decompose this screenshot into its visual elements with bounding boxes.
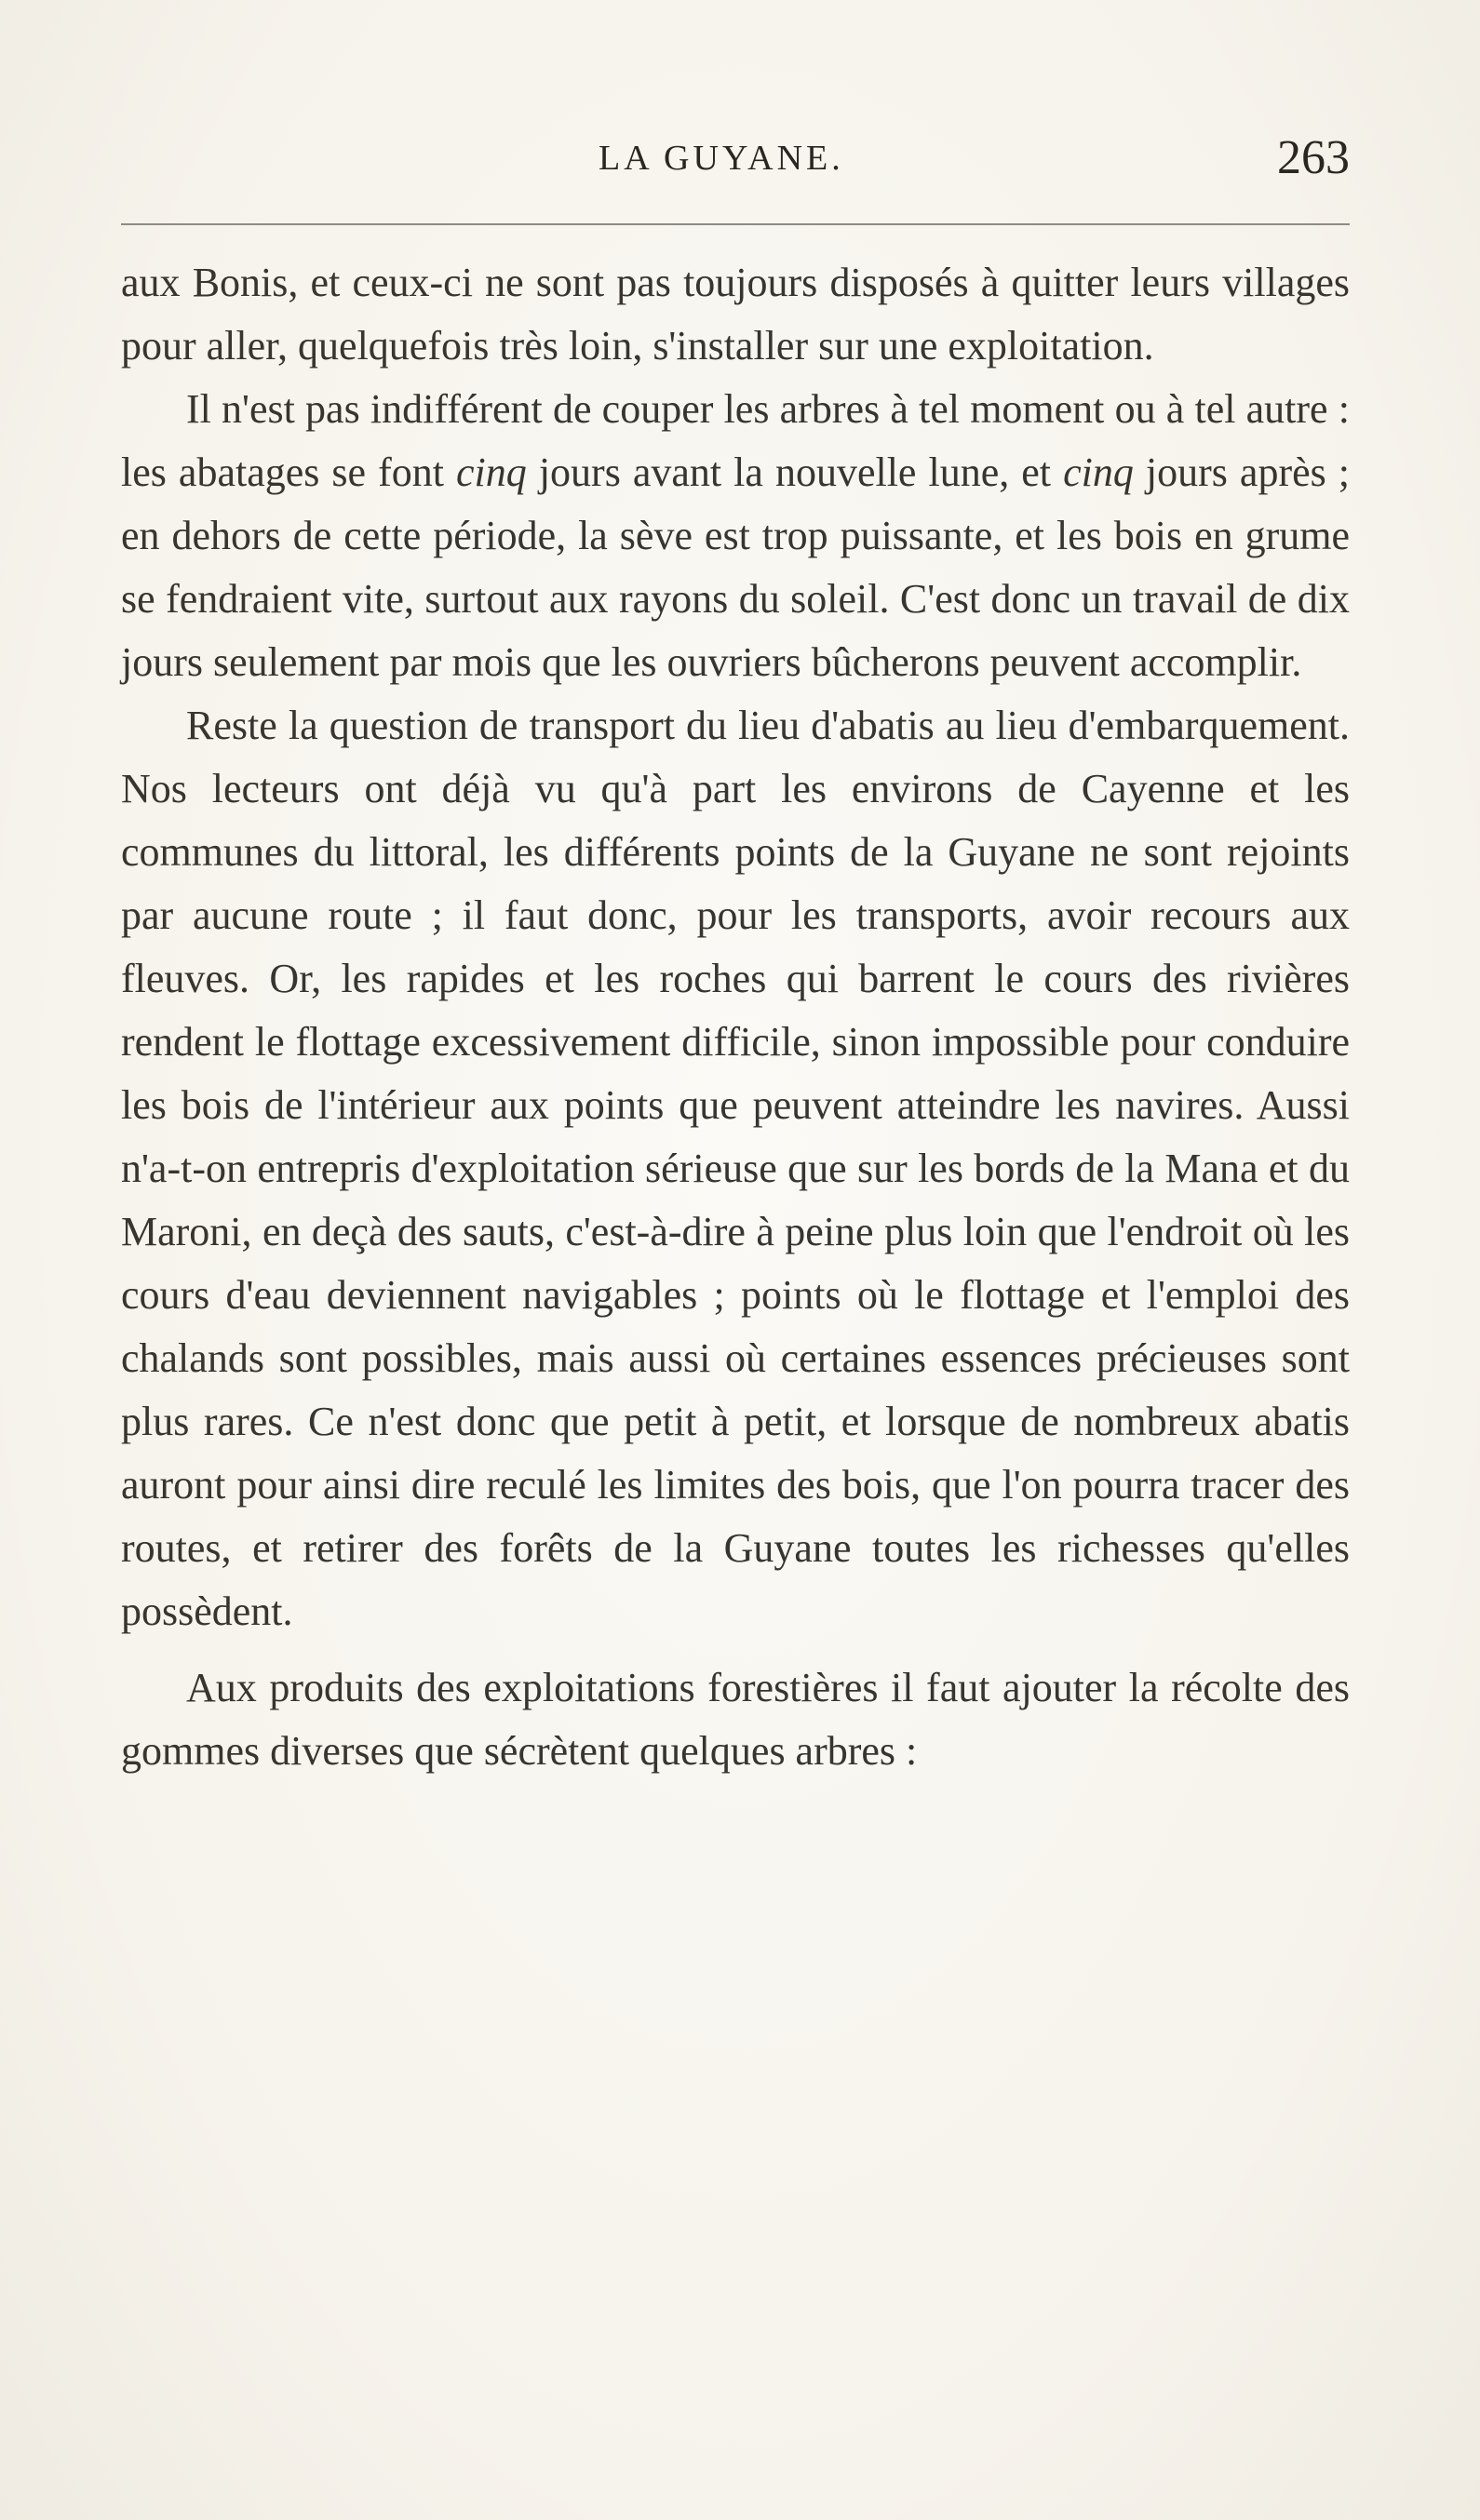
body-text	[121, 251, 1350, 1783]
paragraph-2-part-2: jours avant la nouvelle lune, et	[526, 449, 1064, 495]
page-header	[121, 131, 1350, 203]
paragraph-2-part-3: jours après ; en dehors de cette période, la sève est trop puissante, et les bois en grume se fendraient vite, surtout aux rayons du soleil. C'est donc un travail de dix jours seulement par mois que les ouvriers bûcherons peuvent accomplir.	[121, 449, 1351, 685]
paragraph-3: Reste la question de transport du lieu d'abatis au lieu d'embarquement. Nos lecteurs ont déjà vu qu'à part les environs de Cayenne et les communes du littoral, les différents points de la Guyane ne sont rejoints par aucune route ; il faut donc, pour les transports, avoir recours aux fleuves. Or, les rapides et les roches qui barrent le cours des rivières rendent le flottage excessivement difficile, sinon impossible pour conduire les bois de l'intérieur aux points que peuvent atteindre les navires. Aussi n'a-t-on entrepris d'exploitation sérieuse que sur les bords de la Mana et du Maroni, en deçà des sauts, c'est-à-dire à peine plus loin que l'endroit où les cours d'eau deviennent navigables ; points où le flottage et l'emploi des chalands sont possibles, mais aussi où certaines essences précieuses sont plus rares. Ce n'est donc que petit à petit, et lorsque de nombreux abatis auront pour ainsi dire reculé les limites des bois, que l'on pourra tracer des routes, et retirer des forêts de la Guyane toutes les richesses qu'elles possèdent.	[121, 703, 1350, 1634]
paragraph-1: aux Bonis, et ceux-ci ne sont pas toujours disposés à quitter leurs villages pour aller, quelquefois très loin, s'installer sur une exploitation.	[121, 260, 1350, 369]
paragraph-2-part-1: Il n'est pas indifférent de couper les arbres à tel moment ou à tel autre : les abatages se font	[121, 386, 1350, 495]
paragraph-2-italic-1: cinq	[456, 449, 527, 495]
header-rule	[121, 223, 1350, 225]
paragraph-4: Aux produits des exploitations forestières il faut ajouter la récolte des gommes diverses que sécrètent quelques arbres :	[121, 1665, 1350, 1774]
running-title: LA GUYANE.	[599, 139, 844, 178]
paragraph-2-italic-2: cinq	[1063, 449, 1134, 495]
page-number: 263	[1277, 131, 1350, 184]
paragraph-2	[121, 378, 1350, 694]
